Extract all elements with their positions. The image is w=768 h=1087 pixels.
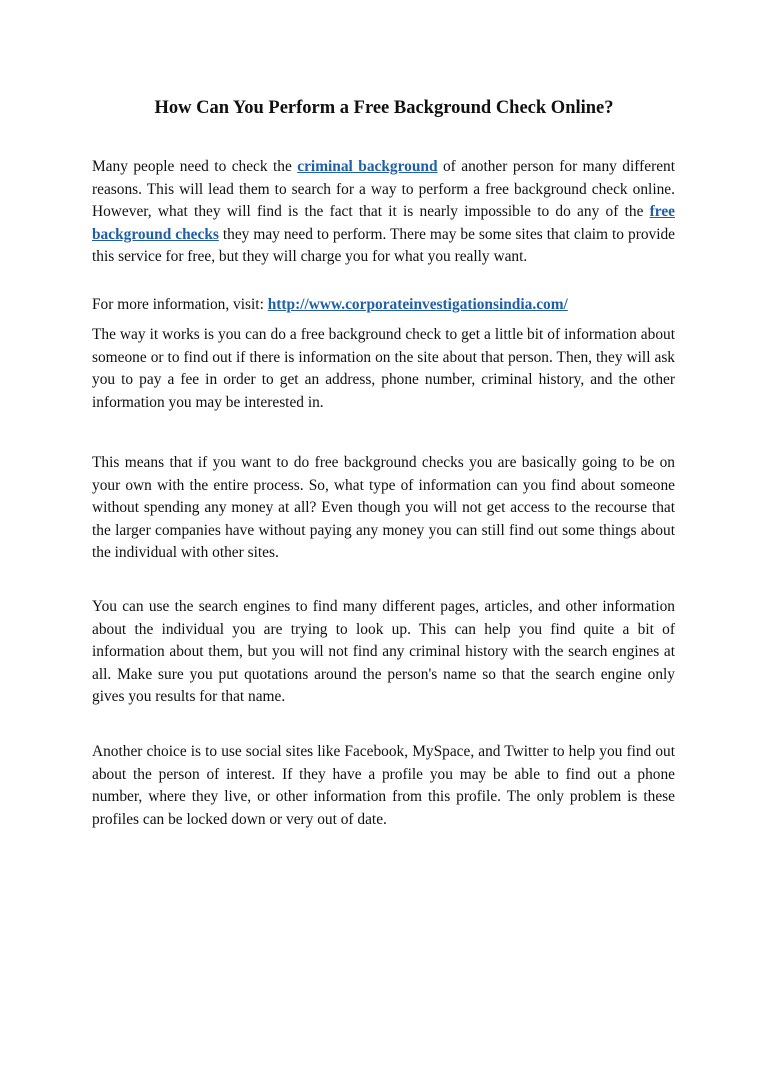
criminal-background-link[interactable]: criminal background <box>297 158 438 175</box>
social-sites-paragraph: Another choice is to use social sites like Facebook, MySpace, and Twitter to help you find out about the person of interest. If they have a profile you may be able to find out a phone number, where they live, or other information from this profile. The only problem is these profiles can be locked down or very out of date. <box>92 743 675 828</box>
website-link[interactable]: http://www.corporateinvestigationsindia.com/ <box>267 296 568 313</box>
intro-text-1: Many people need to check the <box>92 158 298 175</box>
page-title: How Can You Perform a Free Background Check Online? <box>154 98 614 118</box>
more-info-paragraph <box>92 294 675 317</box>
search-engines-paragraph: You can use the search engines to find many different pages, articles, and other information about the individual you are trying to look up. This can help you find quite a bit of information about them, but you will not find any criminal history with the search engines at all. Make sure you put quotations around the person's name so that the search engine only gives you results for that name. <box>92 598 675 705</box>
intro-paragraph <box>92 156 675 269</box>
intro-text-2: of another person for many different reasons. This will lead them to search for a way to perform a free background check online. However, what they will find is the fact that it is nearly impossible to do any of the <box>92 158 676 220</box>
how-it-works-paragraph: The way it works is you can do a free background check to get a little bit of information about someone or to find out if there is information on the site about that person. Then, they will ask you to pay a fee in order to get an address, phone number, criminal history, and the other information you may be interested in. <box>92 326 675 411</box>
more-info-label: For more information, visit: <box>92 296 268 313</box>
on-your-own-paragraph: This means that if you want to do free background checks you are basically going to be on your own with the entire process. So, what type of information can you find about someone without spending any money at all? Even though you will not get access to the recourse that the larger companies have without paying any money you can still find out some things about the individual with other sites. <box>92 454 675 561</box>
free-background-checks-link[interactable]: free background checks <box>92 203 675 243</box>
intro-text-3: they may need to perform. There may be some sites that claim to provide this service for free, but they will charge you for what you really want. <box>92 225 676 265</box>
